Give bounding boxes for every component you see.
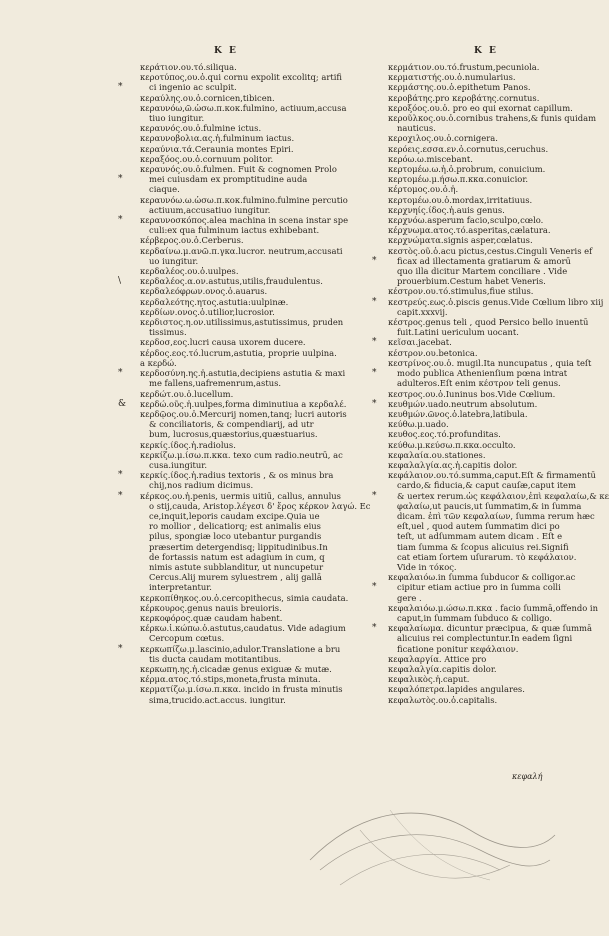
text-line [118, 470, 364, 481]
text-line [140, 389, 364, 399]
text-line [388, 154, 602, 164]
text-line [140, 337, 364, 347]
line-text: Cercopum cœtus. [149, 633, 225, 644]
line-text: fuit.Latini uericulum uocant. [397, 327, 519, 338]
line-text: κερματίζω.μ.ίσω.π.κκα. incido in frusta minutis [140, 684, 343, 695]
text-line [388, 174, 602, 184]
text-line [388, 82, 602, 92]
text-line [140, 613, 364, 623]
text-line [388, 419, 602, 429]
line-text: κεραυνοσκόπος.alea machina in scena instar spe [140, 215, 349, 226]
text-line [388, 572, 602, 582]
text-line [140, 684, 364, 694]
margin-mark: * [372, 623, 377, 634]
text-line [140, 286, 364, 296]
text-line [140, 103, 364, 113]
line-text: κέστρος.genus teli , quod Persico bello inuentū [388, 317, 589, 328]
margin-mark: * [118, 82, 123, 93]
text-line [388, 378, 602, 388]
text-line [140, 511, 364, 521]
text-line [388, 674, 602, 684]
line-text: κερμάστης.ου.ὁ.epithetum Panos. [388, 82, 531, 93]
text-line [388, 531, 602, 541]
text-line [388, 103, 602, 113]
text-line [140, 603, 364, 613]
margin-mark: & [118, 398, 127, 409]
line-text: κερχνηίς.ίδος.ἡ.auis genus. [388, 204, 505, 215]
text-line [140, 297, 364, 307]
line-text: κεροτύπος,ου.ὁ.qui cornu expolit excolitq; artifi [140, 72, 343, 83]
right-column [372, 62, 609, 705]
line-text: alicuius rei complectuntur.In eadem ſigni [397, 633, 573, 644]
text-line [140, 72, 364, 82]
line-text: κέρκω.ἰ.κώπω.ὁ.astutus,caudatus. Vide adagium [140, 623, 346, 634]
line-text: gere . [397, 592, 422, 603]
text-line [140, 266, 364, 276]
text-line [140, 184, 364, 194]
text-line [140, 419, 364, 429]
line-text: ce,inquit,leporis caudam excipe.Quia ue [149, 510, 320, 521]
line-text: tis ducta caudam motitantibus. [149, 653, 282, 664]
line-text: κερδαλεόφρων.ονος.ὁ.auarus. [140, 286, 268, 297]
line-text: de fortassis natum est adagium in cum, q [149, 551, 325, 562]
line-text: κεροχιλος.ου.ὁ.cornigera. [388, 133, 498, 144]
text-line [388, 327, 602, 337]
line-text: caput,in ſummam ſubduco & colligo. [397, 612, 552, 623]
text-line [388, 358, 602, 368]
text-line [140, 582, 364, 592]
margin-mark: * [372, 490, 377, 501]
line-text: o stij,cauda, Aristop.λέγεσι δ' ἔρος κέρκον λαγώ. Ec [149, 500, 371, 511]
line-text: κεφαλαλγία.ας.ἡ.capitis dolor. [388, 459, 518, 470]
text-line [388, 205, 602, 215]
line-text: κερδαλέος.α.ον.astutus,utilis,fraudulentus. [140, 276, 323, 287]
text-line [140, 235, 364, 245]
line-text: κεραύλης.ου.ὁ.cornicen,tibicen. [140, 92, 275, 103]
text-line [140, 246, 364, 256]
line-text: κεφαλαλγία.capitis dolor. [388, 663, 497, 674]
line-text: cipitur etiam actiue pro in ſumma colli [397, 582, 561, 593]
line-text: κερδοσύνη.ης.ἡ.astutia,decipiens astutia & maxi [140, 368, 346, 379]
line-text: cusa.iungitur. [149, 459, 208, 470]
text-line [140, 113, 364, 123]
text-line [388, 562, 602, 572]
line-text: Vide in τόκος. [397, 561, 457, 572]
line-text: κεροβάτης.pro κεροβάτης.cornutus. [388, 92, 540, 103]
line-text: quo illa dicitur Martem conciliare . Vide [397, 266, 568, 277]
text-line [388, 348, 602, 358]
text-line [140, 317, 364, 327]
line-text: κερκοφόρος.quæ caudam habent. [140, 612, 283, 623]
running-header [0, 46, 600, 60]
decorative-flourish [300, 790, 560, 900]
text-line [372, 398, 602, 409]
line-text: κευθμών.uado.neutrum absolutum. [388, 398, 538, 409]
line-text: κεράτιον.ου.τό.siliqua. [140, 62, 237, 72]
text-line [140, 654, 364, 664]
margin-mark: * [372, 255, 377, 266]
line-text: κερδίων.ονος.ὁ.utilior,lucrosior. [140, 306, 275, 317]
line-text: eſt,uel , quod autem ſummatim dici po [397, 521, 560, 532]
line-text: κερκίς.ίδος.ἡ.radiolus. [140, 439, 236, 450]
text-line [388, 235, 602, 245]
line-text: κερδαλέος.ου.ὁ.uulpes. [140, 266, 239, 277]
text-line [118, 643, 364, 654]
line-text: culi:ex qua fulminum iactus exhibebant. [149, 225, 320, 236]
text-line [388, 440, 602, 450]
text-line [388, 133, 602, 143]
line-text: præsertim detergendisq; lippitudinibus.In [149, 541, 328, 552]
text-line [140, 542, 364, 552]
line-text: κεφαλικὸς.ἡ.caput. [388, 674, 470, 685]
margin-mark: * [118, 490, 123, 501]
text-line [388, 633, 602, 643]
line-text: κέρβερος.ου.ὁ.Cerberus. [140, 235, 244, 246]
line-text: & uertex rerum.ὡς κεφάλαιον,ἐπὶ κεφαλαίω,& κε [397, 490, 609, 501]
margin-mark: * [118, 174, 123, 185]
text-line [140, 409, 364, 419]
text-line [388, 93, 602, 103]
text-line [140, 674, 364, 684]
line-text: κεφάλαιον.ου.τό.summa,caput.Eſt & firmamentū [388, 470, 596, 481]
text-line [388, 307, 602, 317]
line-text: κερχνόω.asperum facio,sculpo,cœlo. [388, 215, 544, 226]
margin-mark: * [118, 643, 123, 654]
line-text: a κερδώ. [140, 357, 177, 368]
line-text: κεῖσαι.jacebat. [388, 337, 452, 348]
text-line [140, 623, 364, 633]
text-line [140, 440, 364, 450]
margin-mark: * [118, 470, 123, 481]
line-text: tiuo iungitur. [149, 113, 205, 124]
line-text: pilus, spongiæ loco utebantur purgandis [149, 531, 322, 542]
line-text: κεραυνόω,ῶ.ὡσω.π.κοκ.fulmino, actiuum,accusa [140, 102, 347, 113]
line-text: κερκίζω.μ.ίσω.π.κκα. texo cum radio.neutrū, ac [140, 449, 343, 460]
line-text: nimis astute subblanditur, ut nuncupetur [149, 561, 324, 572]
text-line [388, 684, 602, 694]
text-line [118, 174, 364, 185]
line-text: κερκίς.ίδος.ἡ.radius textoris , & os minus bra [140, 470, 334, 481]
left-column [118, 62, 371, 705]
line-text: chij,nos radium dicimus. [149, 480, 254, 491]
text-line [140, 572, 364, 582]
text-line [140, 256, 364, 266]
line-text: κέρκος.ου.ἡ.penis, uermis uitiū, callus, annulus [140, 490, 341, 501]
text-line [388, 542, 602, 552]
line-text: tiam ſumma & ſcopus alicuius rei.Signifi [397, 541, 569, 552]
line-text: κερκωπίζω.μ.lascinio,adulor.Translatione a bru [140, 643, 341, 654]
line-text: κεραύνια.τά.Ceraunia montes Epiri. [140, 143, 294, 154]
text-line [118, 490, 364, 501]
text-line [388, 552, 602, 562]
margin-mark: * [372, 398, 377, 409]
text-line [388, 123, 602, 133]
line-text: prouerbium.Cestum habet Veneris. [397, 276, 546, 287]
line-text: ci ingenio ac sculpit. [149, 82, 237, 93]
text-line [118, 398, 364, 409]
text-line [388, 501, 602, 511]
line-text: me fallens,uafremenrum,astus. [149, 378, 282, 389]
text-line [140, 562, 364, 572]
line-text: κερτομέω.μ.ήσω.π.κκα.conuicior. [388, 174, 529, 185]
line-text: interpretantur. [149, 582, 212, 593]
line-text: κεφαλαίωμα. dicuntur præcipua, & quæ ſummā [388, 623, 592, 634]
margin-mark: * [118, 215, 123, 226]
text-line [372, 623, 602, 634]
text-line [388, 164, 602, 174]
line-text: κέρκουρος.genus nauis breuioris. [140, 602, 282, 613]
line-text: κεροῦλκος.ου.ὁ.cornibus trahens,& funis quidam [388, 113, 597, 124]
text-line [372, 368, 602, 379]
text-line [140, 450, 364, 460]
line-text: cardo,& fiducia,& caput cauſæ,caput item [397, 480, 576, 491]
text-line [140, 695, 364, 705]
text-line [388, 266, 602, 276]
text-line [140, 62, 364, 72]
line-text: κεστὸς.οῦ.ὁ.acu pictus,cestus.Cinguli Veneris ef [388, 245, 593, 256]
line-text: capit.xxxvij. [397, 306, 448, 317]
text-line [388, 450, 602, 460]
line-text: κέρτομος.ου.ὁ.ἡ. [388, 184, 459, 195]
margin-mark: * [372, 296, 377, 307]
text-line [140, 593, 364, 603]
text-line [140, 225, 364, 235]
line-text: κερτομέω.ου.ὁ.mordax,irritatiuus. [388, 194, 533, 205]
line-text: teſt, ut adſummam autem dicam . Eſt e [397, 531, 563, 542]
line-text: κερκοπίθηκος.ου.ὁ.cercopithecus, simia caudata. [140, 592, 349, 603]
text-line [140, 144, 364, 154]
text-line [140, 378, 364, 388]
line-text: sima,trucido.act.accus. iungitur. [149, 694, 286, 705]
text-line [388, 429, 602, 439]
text-line [372, 490, 609, 501]
line-text: κέστρον.ου.τό.stimulus,fiue stilus. [388, 286, 534, 297]
line-text: κέρχνωμα.ατος.τό.asperitas,cælatura. [388, 225, 551, 236]
line-text: κεφαλαιόω.μ.ώσω.π.κκα . facio ſummā,offendo in [388, 602, 598, 613]
text-line [388, 511, 602, 521]
text-line [118, 276, 364, 287]
line-text: φαλαίω,ut paucis,ut ſummatim,& in ſumma [397, 500, 582, 511]
line-text: κερόω.ω.miscebant. [388, 153, 473, 164]
margin-mark: * [372, 368, 377, 379]
line-text: actiuum,accusatiuo iungitur. [149, 204, 271, 215]
text-line [388, 144, 602, 154]
text-line [388, 664, 602, 674]
text-line [388, 72, 602, 82]
line-text: κέρδος.εος.τό.lucrum,astutia, proprie uulpina. [140, 347, 337, 358]
margin-mark: * [372, 582, 377, 593]
line-text: κεραυνός.ου.ὁ.fulmine ictus. [140, 123, 262, 134]
line-text: κεφαλωτὸς.ου.ὁ.capitalis. [388, 694, 498, 705]
line-text: ciaque. [149, 184, 180, 195]
line-text: nauticus. [397, 123, 436, 134]
line-text: mei cuiusdam ex promptitudine auda [149, 174, 308, 185]
line-text: κεραυνοβολια.ας.ἡ.fulminum iactus. [140, 133, 295, 144]
text-line [140, 133, 364, 143]
line-text: κεραξόος.ου.ὁ.cornuum politor. [140, 153, 274, 164]
text-line [388, 286, 602, 296]
text-line [388, 389, 602, 399]
text-line [140, 154, 364, 164]
line-text: κεστρίνος.ου.ὁ. mugil.Ita nuncupatus , quia teſt [388, 357, 592, 368]
line-text: modo publica Athenienſium pœna intrat [397, 368, 568, 379]
text-line [388, 215, 602, 225]
text-line [388, 593, 602, 603]
text-line [372, 255, 602, 266]
line-text: adulteros.Eſt enim κέστρον teli genus. [397, 378, 561, 389]
text-line [140, 500, 371, 511]
margin-mark: * [372, 337, 377, 348]
text-line [372, 296, 604, 307]
line-text: κερδοσ,εος.lucri causa uxorem ducere. [140, 337, 306, 348]
text-line [140, 429, 364, 439]
line-text: & conciliatoris, & compendiarij, ad utr [149, 419, 314, 430]
line-text: κερματιστής.ου.ὁ.numularius. [388, 72, 516, 83]
line-text: tissimus. [149, 327, 187, 338]
line-text: κέστρον.ου.betonica. [388, 347, 478, 358]
text-line [388, 470, 602, 480]
line-text: κεστρος.ου.ὁ.Iuninus bos.Vide Cœlium. [388, 388, 556, 399]
text-line [140, 633, 364, 643]
text-line [118, 368, 364, 379]
text-line [388, 113, 602, 123]
line-text: cat etiam ſortem uſurarum. τὸ κεφάλαιον. [397, 551, 577, 562]
text-line [388, 603, 602, 613]
line-text: κερόεις.εσσα.εν.ὁ.cornutus,ceruchus. [388, 143, 549, 154]
line-text: bum, lucrosus,quæstorius,quæstuarius. [149, 429, 318, 440]
line-text: κερμάτιον.ου.τό.frustum,pecuniola. [388, 62, 540, 72]
text-line [118, 82, 364, 93]
text-line [140, 460, 364, 470]
margin-mark: * [118, 368, 123, 379]
line-text: κεύθω.μ.uado. [388, 419, 449, 430]
text-line [140, 480, 364, 490]
line-text: ficax ad illectamenta gratiarum & amorū [397, 255, 571, 266]
text-line [388, 460, 602, 470]
text-line [388, 409, 602, 419]
line-text: κεφαλαία.ου.stationes. [388, 449, 486, 460]
text-line [388, 317, 602, 327]
text-line [388, 276, 602, 286]
text-line [140, 164, 364, 174]
text-line [140, 664, 364, 674]
text-line [388, 246, 602, 256]
text-line [118, 215, 364, 226]
line-text: κευθμών.ῶνος.ὁ.latebra,latibula. [388, 408, 528, 419]
text-line [372, 582, 602, 593]
text-line [140, 348, 364, 358]
text-line [388, 225, 602, 235]
text-line [388, 644, 602, 654]
header-right: K E [474, 46, 498, 56]
line-text: κερτομέω.ω.ἡ.ὁ.probrum, conuicium. [388, 164, 546, 175]
line-text: κέρμα.ατος.τό.stips,moneta,frusta minuta. [140, 674, 321, 685]
margin-mark: \ [118, 276, 122, 287]
text-line [140, 521, 364, 531]
line-text: κερδώτ.ου.ὁ.lucellum. [140, 388, 234, 399]
line-text: κεροξόος.ου.ὁ. pro eo qui exornat capillum. [388, 102, 573, 113]
text-line [388, 480, 602, 490]
text-line [372, 337, 602, 348]
text-line [388, 62, 602, 72]
line-text: ro mollior , delicatiorq; est animalis eius [149, 521, 321, 532]
line-text: uo iungitur. [149, 255, 199, 266]
header-left: K E [214, 46, 238, 56]
line-text: ficatione ponitur κεφάλαιον. [397, 643, 519, 654]
line-text: κερδῷος.ου.ὁ.Mercurij nomen,tanq; lucri autoris [140, 408, 347, 419]
line-text: dicam. ἐπὶ τῶν κεφαλαίων, ſumma rerum hæc [397, 510, 595, 521]
text-line [388, 613, 602, 623]
line-text: κεφαλαιόω.in ſumma ſubducor & colligor.ac [388, 572, 576, 583]
text-line [140, 552, 364, 562]
line-text: κεφαλόπετρα.lapides angulares. [388, 684, 525, 695]
text-line [140, 358, 364, 368]
line-text: κευθος.εος.τό.profunditas. [388, 429, 501, 440]
catchword: κεφαλή [512, 772, 543, 781]
line-text: κεύθω.μ.κεύσω.π.κκα.occulto. [388, 439, 516, 450]
line-text: κερδιστος.η.ον.utilissimus,astutissimus, pruden [140, 317, 344, 328]
text-line [388, 695, 602, 705]
text-line [140, 123, 364, 133]
text-line [388, 521, 602, 531]
line-text: κερχνώματα.signis asper,cœlatus. [388, 235, 533, 246]
text-line [140, 93, 364, 103]
line-text: κεραυνόω.ω.ὡσω.π.κοκ.fulmino.fulmine percutio [140, 194, 348, 205]
text-line [140, 205, 364, 215]
text-line [140, 307, 364, 317]
line-text: κεστρεύς.εως.ὁ.piscis genus.Vide Cœlium libro xiij [388, 296, 604, 307]
line-text: κερκωπη.ης.ἡ.cicadæ genus exiguæ & mutæ. [140, 663, 332, 674]
text-line [140, 531, 364, 541]
line-text: κερδαλεότης.ητος.astutia:uulpinæ. [140, 296, 289, 307]
line-text: κεραυνός.ου.ὁ.fulmen. Fuit & cognomen Prolo [140, 164, 337, 175]
text-line [388, 184, 602, 194]
text-line [388, 654, 602, 664]
text-line [140, 327, 364, 337]
text-line [140, 195, 364, 205]
line-text: Cercus.Alij murem syluestrem , alij gallā [149, 572, 322, 583]
line-text: κερδαίνω.μ.ανῶ.π.γκα.lucror. neutrum,accusati [140, 245, 343, 256]
text-line [388, 195, 602, 205]
line-text: κερδώ.οῦς.ἡ.uulpes,forma diminutiua a κερδαλέ. [140, 398, 347, 409]
line-text: κεφαλαργία. Attice pro [388, 653, 487, 664]
